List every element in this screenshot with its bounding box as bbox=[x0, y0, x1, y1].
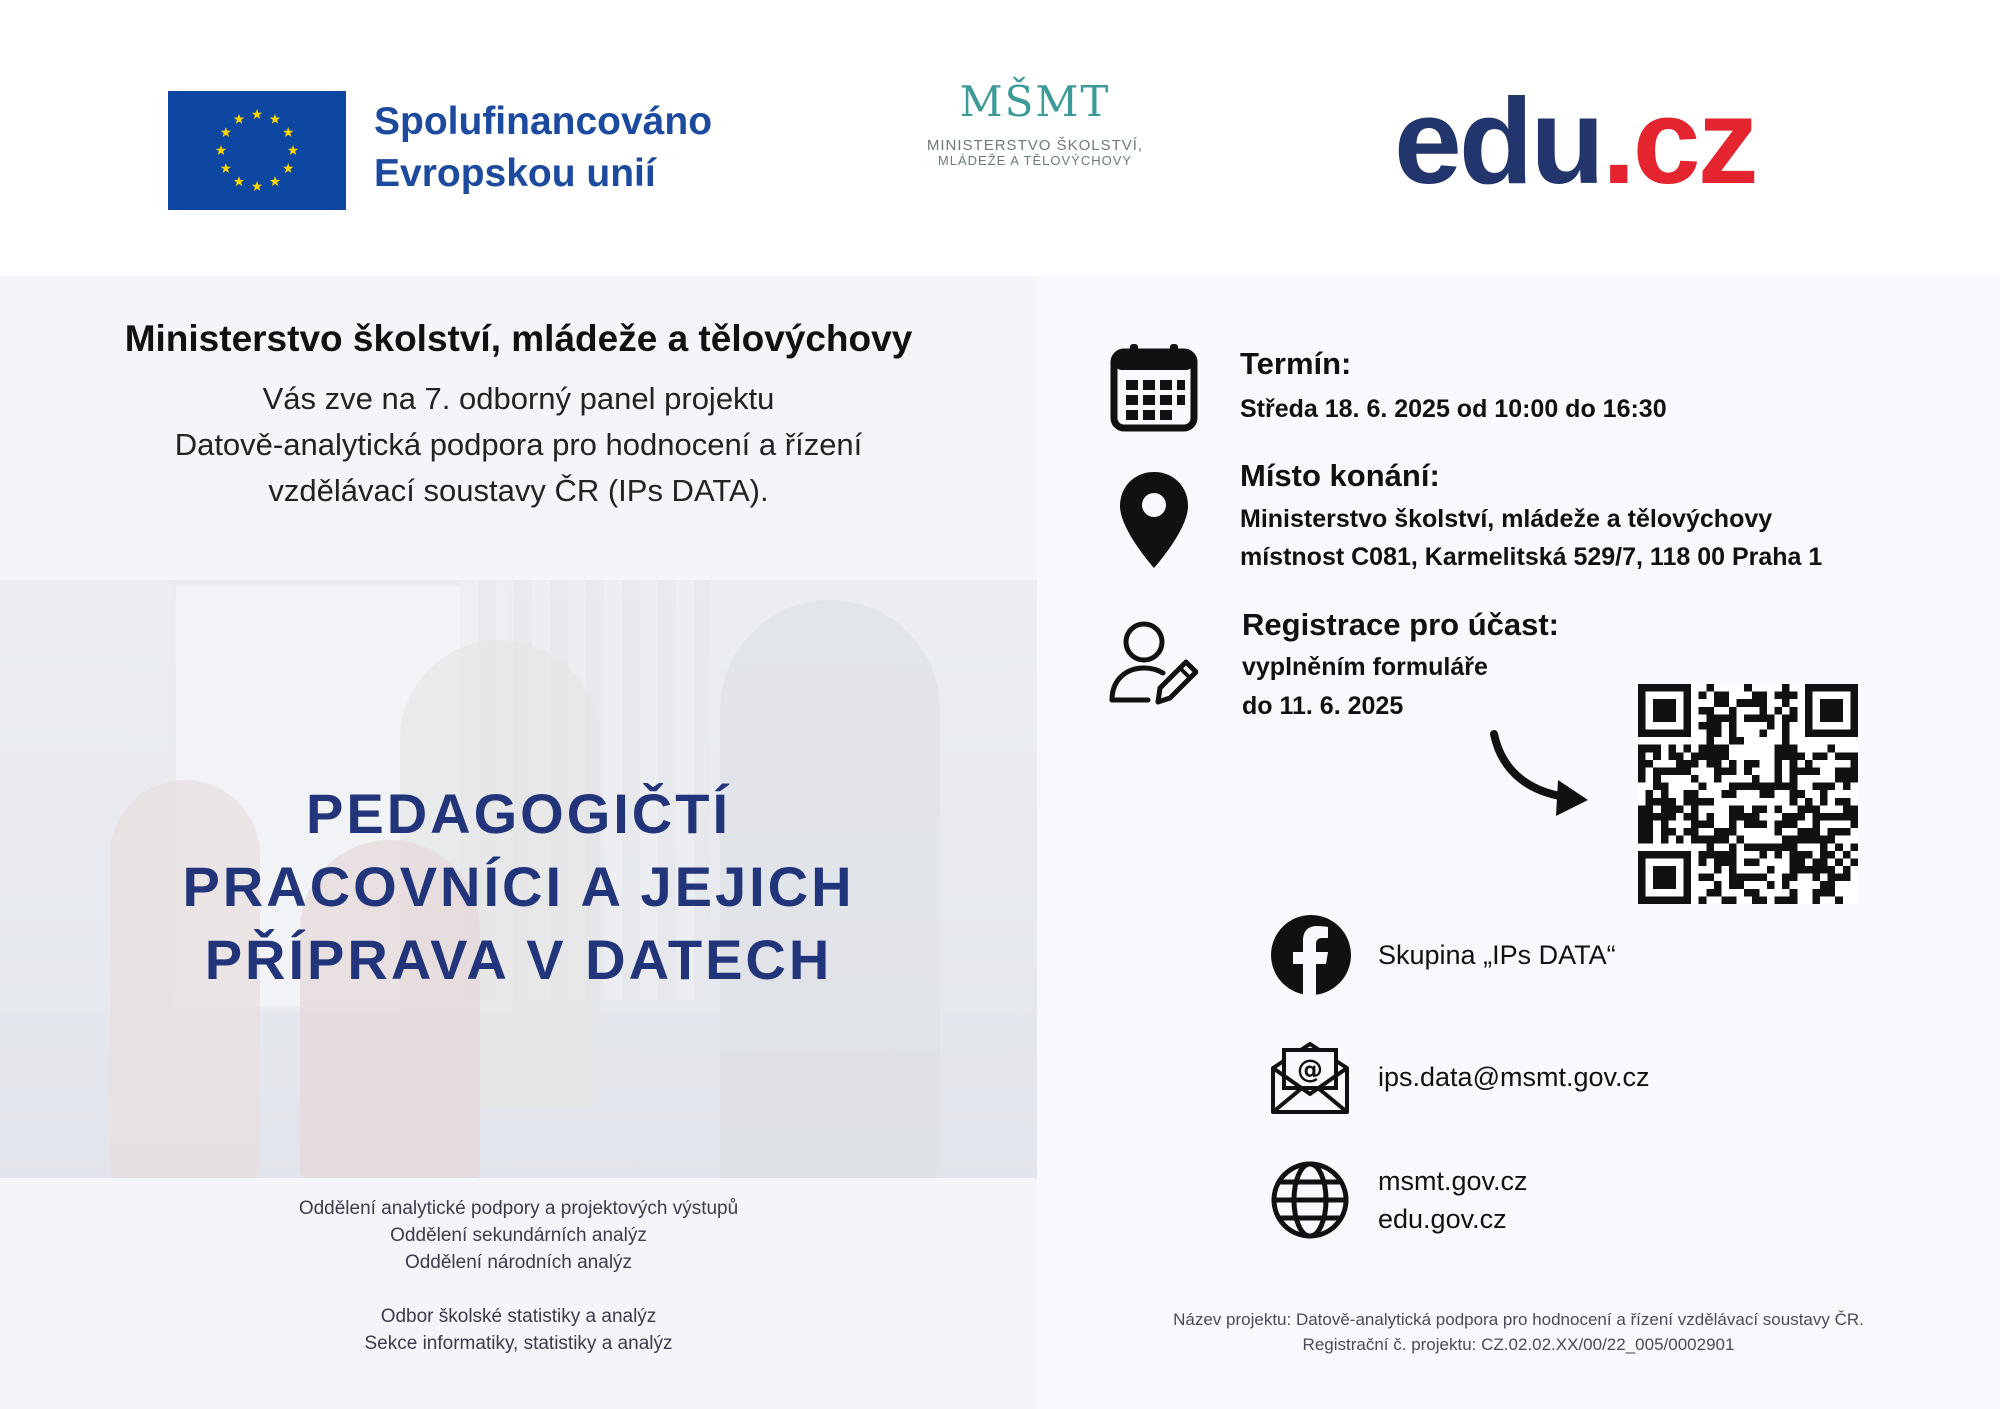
svg-text:@: @ bbox=[1297, 1055, 1323, 1085]
eu-star bbox=[234, 114, 244, 124]
headline-line-2: PRACOVNÍCI A JEJICH bbox=[182, 855, 855, 918]
eu-text-line-2: Evropskou unií bbox=[374, 152, 656, 195]
eu-star bbox=[221, 127, 231, 137]
registration-title: Registrace pro účast: bbox=[1242, 607, 1559, 642]
email-link[interactable]: ips.data@msmt.gov.cz bbox=[1378, 1062, 1650, 1092]
departments-list bbox=[0, 1195, 1037, 1357]
headline-line-1: PEDAGOGIČTÍ bbox=[305, 782, 732, 845]
invite-line-3: vzdělávací soustavy ČR (IPs DATA). bbox=[268, 473, 769, 508]
globe-icon bbox=[1270, 1160, 1350, 1245]
registration-line-2: do 11. 6. 2025 bbox=[1242, 692, 1404, 720]
eu-star bbox=[283, 127, 293, 137]
section-item: Sekce informatiky, statistiky a analýz bbox=[364, 1333, 673, 1354]
eu-star bbox=[270, 114, 280, 124]
registration-qr-code[interactable] bbox=[1638, 684, 1858, 904]
place-line-2: místnost C081, Karmelitská 529/7, 118 00 Praha 1 bbox=[1240, 543, 1823, 571]
user-edit-icon bbox=[1108, 618, 1198, 715]
eu-star bbox=[221, 163, 231, 173]
eu-star bbox=[234, 176, 244, 186]
invitation-text bbox=[0, 376, 1037, 514]
term-title: Termín: bbox=[1240, 346, 1352, 381]
organizer-title: Ministerstvo školství, mládeže a tělovýchovy bbox=[124, 318, 913, 359]
place-line-1: Ministerstvo školství, mládeže a tělovýchovy bbox=[1240, 505, 1773, 533]
department-item: Oddělení národních analýz bbox=[404, 1252, 633, 1273]
eu-star bbox=[283, 163, 293, 173]
department-item: Oddělení analytické podpory a projektových výstupů bbox=[298, 1198, 739, 1219]
facebook-icon[interactable] bbox=[1270, 914, 1352, 1001]
project-registration-number: Registrační č. projektu: CZ.02.02.XX/00/22_005/0002901 bbox=[1302, 1335, 1735, 1354]
facebook-group-link[interactable]: Skupina „IPs DATA“ bbox=[1378, 940, 1616, 970]
eu-star bbox=[252, 181, 262, 191]
headline-line-3: PŘÍPRAVA V DATECH bbox=[204, 928, 833, 991]
msmt-subname: MLÁDEŽE A TĚLOVÝCHOVY bbox=[937, 153, 1133, 168]
msmt-website-link[interactable]: msmt.gov.cz bbox=[1378, 1166, 1528, 1196]
invite-line-2: Datově-analytická podpora pro hodnocení a řízení bbox=[174, 427, 863, 462]
curved-arrow-icon bbox=[1488, 728, 1598, 823]
project-footer bbox=[1037, 1307, 2000, 1357]
location-pin-icon bbox=[1118, 470, 1190, 575]
msmt-name: MINISTERSTVO ŠKOLSTVÍ, bbox=[926, 137, 1144, 154]
eu-cofinanced-text bbox=[374, 96, 712, 200]
edu-cz-logo bbox=[1394, 73, 1756, 209]
msmt-logo bbox=[910, 77, 1160, 212]
calendar-icon bbox=[1110, 342, 1198, 437]
event-headline bbox=[0, 777, 1037, 996]
eu-star bbox=[252, 109, 262, 119]
msmt-monogram: MŠMT bbox=[959, 77, 1111, 126]
place-title: Místo konání: bbox=[1240, 458, 1440, 493]
eu-star bbox=[216, 145, 226, 155]
email-icon[interactable] bbox=[1270, 1040, 1350, 1121]
eu-star bbox=[270, 176, 280, 186]
edu-website-link[interactable]: edu.gov.cz bbox=[1378, 1204, 1507, 1234]
department-item: Oddělení sekundárních analýz bbox=[390, 1225, 647, 1246]
eu-stars-icon bbox=[168, 91, 346, 210]
section-item: Odbor školské statistiky a analýz bbox=[380, 1306, 657, 1327]
eu-flag-logo bbox=[168, 91, 346, 210]
invite-line-1: Vás zve na 7. odborný panel projektu bbox=[262, 381, 775, 416]
cz-logo-part: .cz bbox=[1601, 73, 1756, 209]
eu-text-line-1: Spolufinancováno bbox=[374, 100, 713, 143]
registration-line-1: vyplněním formuláře bbox=[1242, 653, 1488, 681]
project-name: Název projektu: Datově-analytická podpora pro hodnocení a řízení vzdělávací soustavy ČR. bbox=[1173, 1310, 1864, 1329]
term-value: Středa 18. 6. 2025 od 10:00 do 16:30 bbox=[1240, 395, 1667, 423]
edu-logo-part: edu bbox=[1394, 73, 1602, 209]
eu-star bbox=[288, 145, 298, 155]
